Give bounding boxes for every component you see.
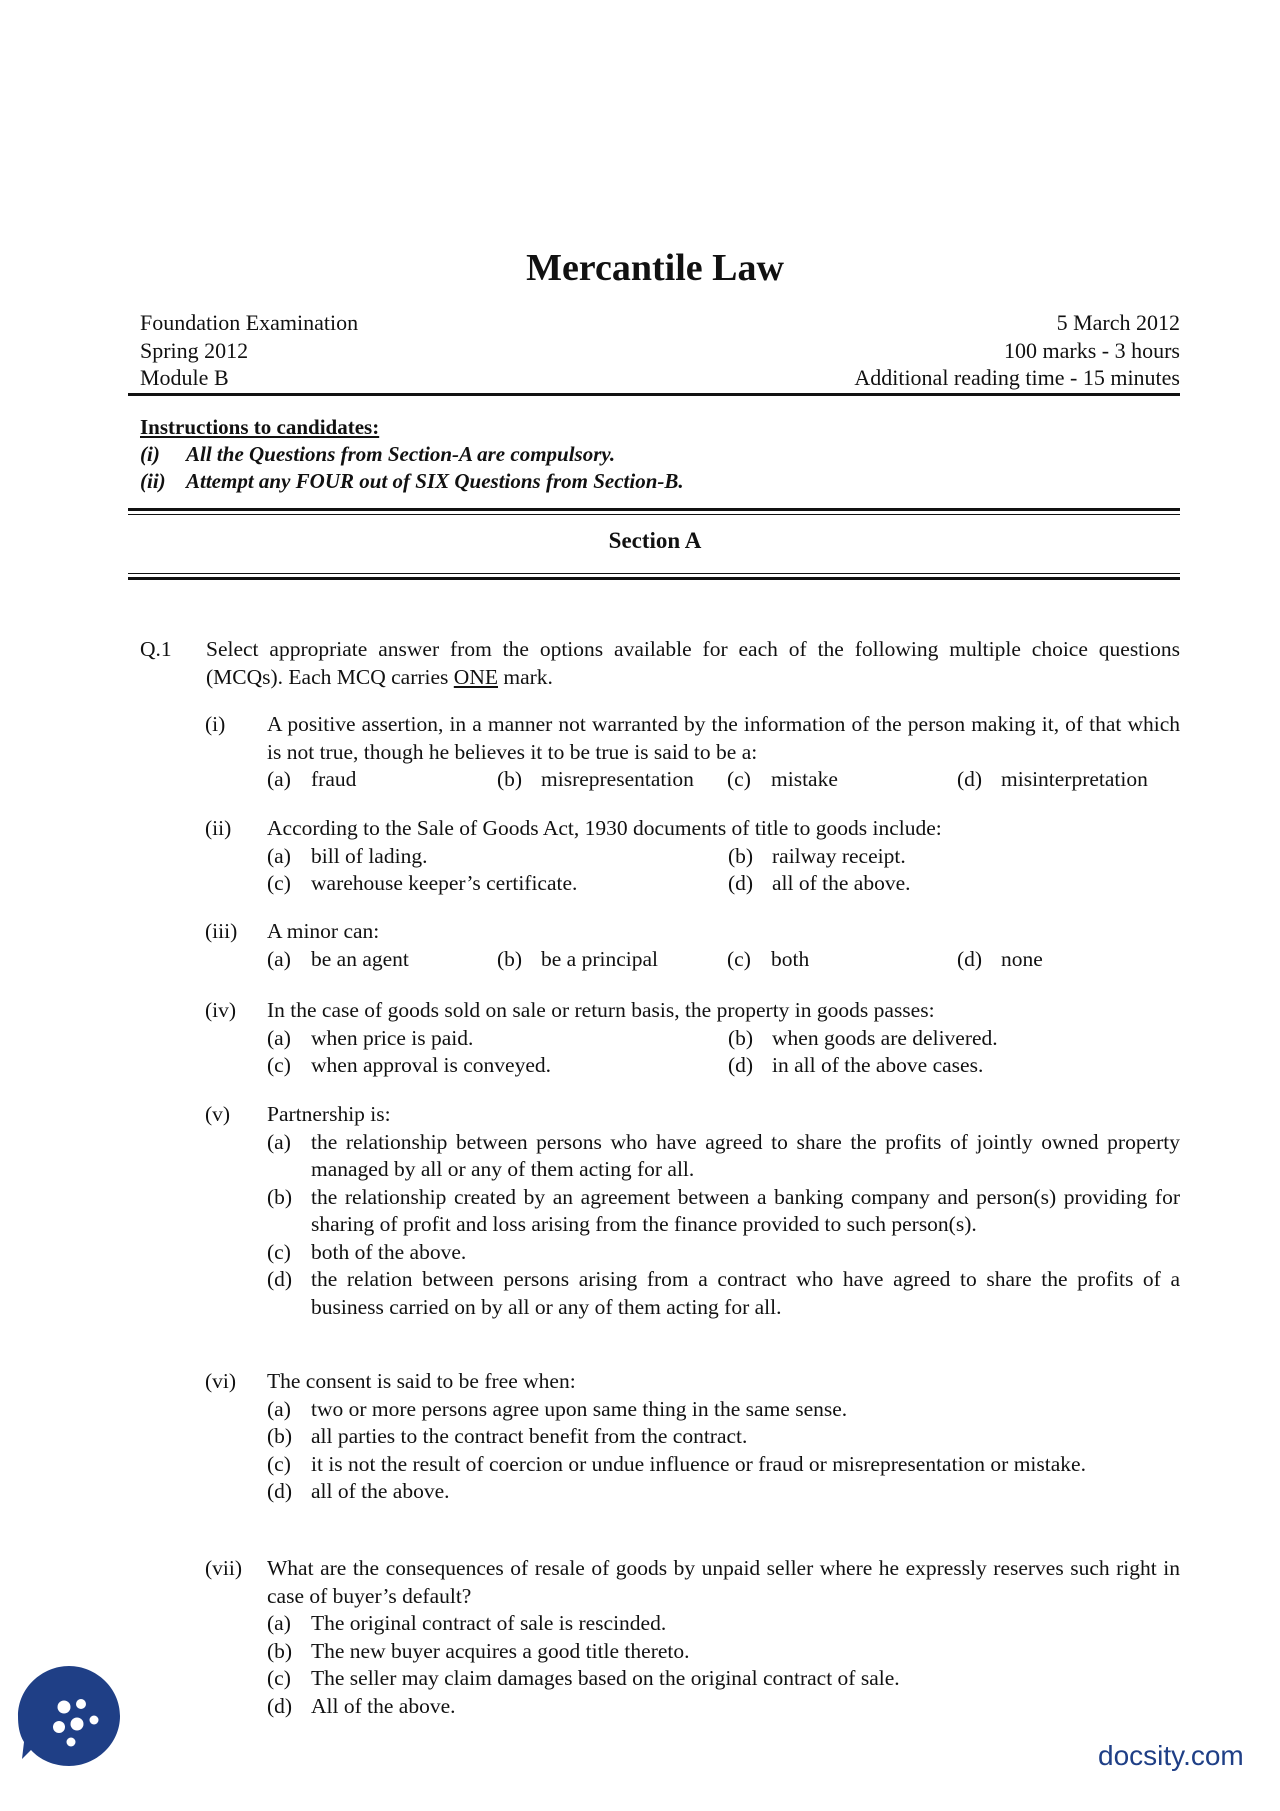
mcq-option: (b) misrepresentation xyxy=(497,767,694,791)
mcq-option: (a) two or more persons agree upon same thing in the same sense. xyxy=(267,1396,848,1421)
exam-session: Spring 2012 xyxy=(140,337,249,363)
mcq-stem: The consent is said to be free when: xyxy=(267,1369,576,1393)
instruction-number: (ii) xyxy=(140,469,166,493)
section-rule-top-thin xyxy=(128,514,1180,515)
mcq-option: (b) all parties to the contract benefit from the contract. xyxy=(267,1424,748,1448)
exam-level: Foundation Examination xyxy=(140,310,359,335)
mcq-option: (d) none xyxy=(957,946,1043,971)
instructions xyxy=(140,414,1180,495)
mcq-number: (ii) xyxy=(205,816,232,840)
mcq-option: (c) mistake xyxy=(727,767,838,791)
mcq-option: (b) when goods are delivered. xyxy=(728,1025,998,1050)
mcq-option: (a) the relationship between persons who have agreed to share the profits of jointly owned property managed by all or any of them acting for all. xyxy=(267,1129,1180,1181)
mcq-vi xyxy=(205,1368,1180,1506)
section-rule-bottom xyxy=(128,577,1180,580)
mcq-option: (c) it is not the result of coercion or undue influence or fraud or misrepresentation or mistake. xyxy=(267,1451,1086,1476)
section-title: Section A xyxy=(608,528,702,553)
mcq-option: (c) both xyxy=(727,946,810,971)
mcq-option: (d) in all of the above cases. xyxy=(728,1053,984,1077)
mcq-v xyxy=(205,1101,1180,1321)
mcq-option: (a) bill of lading. xyxy=(267,843,428,868)
mcq-option: (c) The seller may claim damages based on the original contract of sale. xyxy=(267,1666,900,1690)
document-title: Mercantile Law xyxy=(526,247,784,289)
mcq-option: (b) The new buyer acquires a good title thereto. xyxy=(267,1638,690,1663)
mcq-iii xyxy=(205,918,1180,973)
mcq-options xyxy=(267,946,1180,974)
mcq-stem: What are the consequences of resale of goods by unpaid seller where he expressly reserves such right in case of buyer’s default? xyxy=(267,1556,1180,1608)
mcq-vii xyxy=(205,1555,1180,1720)
docsity-logo-icon[interactable] xyxy=(14,1662,124,1770)
mcq-option: (b) the relationship created by an agreement between a banking company and person(s) providing for sharing of profit and loss arising from the finance provided to such person(s). xyxy=(267,1184,1180,1236)
question-number: Q.1 xyxy=(140,637,172,661)
mcq-option: (d) All of the above. xyxy=(267,1693,456,1718)
mcq-option: (a) fraud xyxy=(267,767,357,791)
mcq-option: (d) all of the above. xyxy=(267,1479,450,1503)
section-rule-bottom-thin xyxy=(128,573,1180,574)
mcq-iv xyxy=(205,997,1180,1080)
mcq-number: (iii) xyxy=(205,919,238,943)
exam-meta xyxy=(140,309,1180,392)
mcq-stem: A positive assertion, in a manner not warranted by the information of the person making it, of that which is not true, though he believes it to be true is said to be a: xyxy=(267,712,1180,764)
exam-date: 5 March 2012 xyxy=(1056,310,1180,335)
mcq-option: (a) when price is paid. xyxy=(267,1025,474,1050)
mcq-option: (d) misinterpretation xyxy=(957,767,1148,791)
mcq-option: (c) when approval is conveyed. xyxy=(267,1053,552,1077)
mcq-number: (iv) xyxy=(205,998,237,1022)
mcq-options xyxy=(267,1610,1180,1720)
instruction-text: Attempt any FOUR out of SIX Questions from Section-B. xyxy=(186,469,684,493)
mcq-stem: A minor can: xyxy=(267,919,380,943)
mcq-option: (c) both of the above. xyxy=(267,1239,467,1264)
mcq-options xyxy=(267,1129,1180,1322)
mcq-option: (b) be a principal xyxy=(497,946,659,971)
reading-time: Additional reading time - 15 minutes xyxy=(854,365,1180,390)
section-rule-top xyxy=(128,508,1180,511)
mcq-number: (i) xyxy=(205,712,226,736)
mcq-i xyxy=(205,711,1180,794)
mcq-number: (vi) xyxy=(205,1369,237,1393)
question-1 xyxy=(140,636,1180,691)
mcq-option: (d) the relation between persons arising from a contract who have agreed to share the profits of a business carried on by all or any of them acting for all. xyxy=(267,1267,1180,1319)
instruction-number: (i) xyxy=(140,442,160,466)
exam-module: Module B xyxy=(140,365,229,390)
instruction-item xyxy=(140,441,1180,468)
mcq-options xyxy=(267,1025,1180,1080)
exam-marks-duration: 100 marks - 3 hours xyxy=(1004,337,1180,363)
mcq-stem: According to the Sale of Goods Act, 1930 documents of title to goods include: xyxy=(267,816,942,840)
mcq-ii xyxy=(205,815,1180,898)
mcq-option: (c) warehouse keeper’s certificate. xyxy=(267,871,578,895)
mcq-number: (vii) xyxy=(205,1556,243,1580)
mcq-option: (b) railway receipt. xyxy=(728,843,906,868)
mcq-options xyxy=(267,1396,1180,1506)
mcq-number: (v) xyxy=(205,1102,231,1126)
emphasis: ONE xyxy=(453,664,498,689)
docsity-brand-link[interactable]: docsity.com xyxy=(1098,1740,1244,1771)
question-text: Select appropriate answer from the options available for each of the following multiple choice questions (MCQs). Each MCQ carries ONE mark. xyxy=(206,637,1180,689)
mcq-option: (a) The original contract of sale is rescinded. xyxy=(267,1611,667,1635)
mcq-options xyxy=(267,766,1180,794)
header-divider xyxy=(128,393,1180,396)
mcq-options xyxy=(267,843,1180,898)
mcq-option: (d) all of the above. xyxy=(728,871,911,895)
instructions-heading: Instructions to candidates: xyxy=(140,415,380,439)
mcq-option: (a) be an agent xyxy=(267,946,409,971)
mcq-stem: In the case of goods sold on sale or return basis, the property in goods passes: xyxy=(267,998,935,1022)
instruction-text: All the Questions from Section-A are compulsory. xyxy=(186,442,616,466)
instruction-item xyxy=(140,468,1180,495)
mcq-stem: Partnership is: xyxy=(267,1102,391,1126)
